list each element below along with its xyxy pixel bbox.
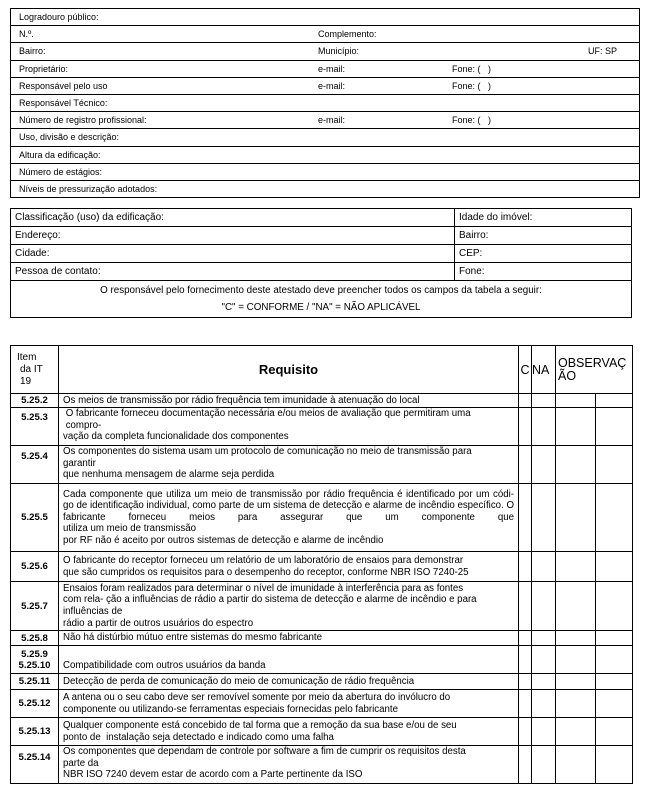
- c-checkbox[interactable]: [519, 718, 532, 746]
- c-checkbox[interactable]: [519, 690, 532, 718]
- requirement-line: que nenhuma mensagem de alarme seja perdida: [63, 469, 275, 481]
- requirement-line: rádio a partir de outros usuários do espectro: [63, 617, 254, 629]
- requirement-line: garantir: [63, 457, 96, 469]
- table-row: [11, 394, 633, 408]
- observacao-cell-2[interactable]: [596, 718, 633, 746]
- requirement-line: Detecção de perda de comunicação do meio de comunicação de rádio frequência: [63, 675, 415, 687]
- na-checkbox[interactable]: [532, 394, 556, 408]
- na-checkbox[interactable]: [532, 446, 556, 484]
- observacao-cell-2[interactable]: [596, 394, 633, 408]
- observacao-cell[interactable]: [556, 631, 596, 646]
- requirement-line: ponto de instalação seja detectado e indicado como uma falha: [63, 731, 334, 743]
- requirement-line: Os meios de transmissão por rádio frequência tem imunidade à atenuação do local: [63, 394, 420, 406]
- requirement-line: Cada componente que utiliza um meio de transmissão por rádio frequência é identificado por um códi- go de identificação individual, como parte de um sistema de detecção e alarme de incêndio específico. O fabricante forneceu meios para assegurar que um componente que: [63, 488, 514, 523]
- cep-field[interactable]: CEP:: [455, 245, 632, 263]
- header-obs-line2: ÃO: [558, 368, 577, 383]
- observacao-cell-2[interactable]: [596, 674, 633, 690]
- responsavel-uso-label: Responsável pelo uso: [19, 80, 108, 91]
- table-row: [11, 582, 633, 631]
- table-row: [11, 718, 633, 746]
- requirement-line: Qualquer componente está concebido de tal forma que a remoção da sua base e/ou de seu: [63, 719, 457, 731]
- instructions-note: [11, 281, 632, 318]
- c-checkbox[interactable]: [519, 484, 532, 552]
- requirement-text: [59, 690, 519, 718]
- c-checkbox[interactable]: [519, 552, 532, 582]
- table-row: [11, 646, 633, 674]
- table-row: [11, 484, 633, 552]
- requirement-text: [59, 631, 519, 646]
- bairro-label: Bairro:: [19, 46, 46, 57]
- logradouro-label: Logradouro público:: [19, 12, 99, 23]
- header-observacao: [556, 346, 633, 394]
- item-number: 5.25.4: [11, 446, 59, 484]
- responsavel-tecnico-field[interactable]: [11, 94, 640, 111]
- property-info-table: [10, 8, 640, 198]
- responsavel-tecnico-label: Responsável Técnico:: [19, 98, 108, 109]
- item-number: 5.25.6: [11, 552, 59, 582]
- header-na: NA: [532, 346, 556, 394]
- item-number: 5.25.14: [11, 746, 59, 784]
- requirement-text: [59, 408, 519, 446]
- header-item-line1: Item: [17, 351, 37, 363]
- item-number: 5.25.7: [11, 582, 59, 631]
- responsavel-uso-fone-label: Fone: ( ): [452, 80, 492, 91]
- item-number: 5.25.8: [11, 631, 59, 646]
- observacao-cell-2[interactable]: [596, 484, 633, 552]
- registro-row[interactable]: [11, 112, 640, 129]
- requirement-line: com rela- ção a influências de rádio a partir do sistema de detecção e alarme de incêndio e para: [63, 594, 477, 606]
- numero-label: N.º.: [19, 29, 34, 40]
- observacao-cell-2[interactable]: [596, 446, 633, 484]
- c-checkbox[interactable]: [519, 394, 532, 408]
- requirements-body: [11, 394, 633, 784]
- requirement-text: [59, 552, 519, 582]
- observacao-cell-2[interactable]: [596, 552, 633, 582]
- requirement-line: componente ou utilizando-se ferramentas especiais fornecidas pelo fabricante: [63, 703, 398, 715]
- observacao-cell[interactable]: [556, 446, 596, 484]
- requirement-line: vação da completa funcionalidade dos componentes: [63, 431, 289, 443]
- observacao-cell[interactable]: [556, 690, 596, 718]
- observacao-cell-2[interactable]: [596, 631, 633, 646]
- table-row: [11, 674, 633, 690]
- proprietario-email-label: e-mail:: [318, 63, 346, 74]
- requirement-line: influências de: [63, 606, 123, 617]
- na-checkbox[interactable]: [532, 484, 556, 552]
- uso-divisao-field[interactable]: [11, 129, 640, 146]
- requirement-text: [59, 718, 519, 746]
- observacao-cell-2[interactable]: [596, 408, 633, 446]
- cidade-field[interactable]: Cidade:: [11, 245, 455, 263]
- requirement-line: compro-: [63, 419, 102, 431]
- contato-field[interactable]: Pessoa de contato:: [11, 263, 455, 281]
- requirement-line: Os componentes do sistema usam um protocolo de comunicação no meio de transmissão para: [63, 446, 472, 457]
- requirement-line: por RF não é aceito por outros sistemas de detecção e alarme de incêndio: [63, 534, 384, 546]
- na-checkbox[interactable]: [532, 408, 556, 446]
- item-number: 5.25.3: [11, 408, 59, 446]
- responsavel-uso-email-label: e-mail:: [318, 80, 346, 91]
- table-row: [11, 746, 633, 784]
- header-item-line3: 19: [20, 375, 32, 387]
- header-obs-line1: OBSERVAÇ: [558, 355, 627, 370]
- header-item: [11, 346, 59, 394]
- item-number-b: 5.25.10: [18, 659, 51, 671]
- requirement-text: [59, 394, 519, 408]
- table-row: [11, 408, 633, 446]
- header-item-line2: da IT: [20, 363, 43, 375]
- pressurizacao-field[interactable]: [11, 180, 640, 197]
- requirement-line: O fabricante do receptor forneceu um relatório de um laboratório de ensaios para demonstrar: [63, 554, 464, 566]
- observacao-cell[interactable]: [556, 674, 596, 690]
- table-row: [11, 690, 633, 718]
- c-checkbox[interactable]: [519, 408, 532, 446]
- instructions-line-1: O responsável pelo fornecimento deste atestado deve preencher todos os campos da tabela a seguir:: [100, 285, 542, 296]
- instructions-legend: "C" = CONFORME / "NA" = NÃO APLICÁVEL: [221, 302, 421, 313]
- complemento-label: Complemento:: [318, 29, 377, 40]
- na-checkbox[interactable]: [532, 582, 556, 631]
- item-number: 5.25.5: [11, 484, 59, 552]
- uso-divisao-label: Uso, divisão e descrição:: [19, 132, 120, 143]
- requirements-table: [10, 345, 633, 784]
- requirement-line: Não há distúrbio mútuo entre sistemas do mesmo fabricante: [63, 632, 322, 644]
- na-checkbox[interactable]: [532, 631, 556, 646]
- requirement-line: A antena ou o seu cabo deve ser removível somente por meio da abertura do invólucro do: [63, 691, 451, 703]
- estagios-field[interactable]: [11, 163, 640, 180]
- observacao-cell-2[interactable]: [596, 746, 633, 784]
- c-checkbox[interactable]: [519, 582, 532, 631]
- requirement-line: Compatibilidade com outros usuários da banda: [63, 660, 266, 672]
- item-number: 5.25.13: [11, 718, 59, 746]
- observacao-cell-2[interactable]: [596, 582, 633, 631]
- item-number-a: 5.25.9: [21, 648, 48, 660]
- observacao-cell-2[interactable]: [596, 646, 633, 674]
- numero-row[interactable]: [11, 26, 640, 43]
- uf-label: UF: SP: [587, 46, 617, 57]
- na-checkbox[interactable]: [532, 674, 556, 690]
- logradouro-field[interactable]: [11, 9, 640, 26]
- observacao-cell-2[interactable]: [596, 690, 633, 718]
- c-checkbox[interactable]: [519, 631, 532, 646]
- proprietario-fone-label: Fone: ( ): [452, 63, 492, 74]
- requirement-line: que são cumpridos os requisitos para o desempenho do receptor, conforme NBR ISO 7240-25: [63, 566, 469, 578]
- registro-email-label: e-mail:: [318, 115, 346, 126]
- header-c: C: [519, 346, 532, 394]
- pressurizacao-label: Níveis de pressurização adotados:: [19, 183, 158, 194]
- c-checkbox[interactable]: [519, 674, 532, 690]
- table-row: [11, 446, 633, 484]
- requirement-line: Os componentes que dependam de controle por software a fim de cumprir os requisitos desta: [63, 746, 466, 757]
- building-info-table: [10, 208, 632, 318]
- requirement-text: [59, 484, 519, 552]
- endereco-field[interactable]: Endereço:: [11, 227, 455, 245]
- na-checkbox[interactable]: [532, 746, 556, 784]
- na-checkbox[interactable]: [532, 718, 556, 746]
- na-checkbox[interactable]: [532, 646, 556, 674]
- table-row: [11, 552, 633, 582]
- observacao-cell[interactable]: [556, 746, 596, 784]
- altura-field[interactable]: [11, 146, 640, 163]
- requirement-text: [59, 674, 519, 690]
- idade-field[interactable]: Idade do imóvel:: [455, 209, 632, 227]
- proprietario-row[interactable]: [11, 60, 640, 77]
- registro-fone-label: Fone: ( ): [452, 115, 492, 126]
- estagios-label: Número de estágios:: [19, 166, 103, 177]
- observacao-cell[interactable]: [556, 552, 596, 582]
- responsavel-uso-row[interactable]: [11, 77, 640, 94]
- bairro-field[interactable]: Bairro:: [455, 227, 632, 245]
- item-number: 5.25.11: [11, 674, 59, 690]
- item-number: 5.25.12: [11, 690, 59, 718]
- bairro-row[interactable]: [11, 43, 640, 60]
- fone-field[interactable]: Fone:: [455, 263, 632, 281]
- registro-label: Número de registro profissional:: [19, 115, 147, 126]
- requirement-text: [59, 646, 519, 674]
- requirement-line: NBR ISO 7240 devem estar de acordo com a Parte pertinente da ISO: [63, 769, 363, 781]
- municipio-label: Município:: [318, 46, 360, 57]
- requirement-line: O fabricante forneceu documentação necessária e/ou meios de avaliação que permitiram uma: [63, 408, 471, 419]
- altura-label: Altura da edificação:: [19, 149, 101, 160]
- c-checkbox[interactable]: [519, 646, 532, 674]
- observacao-cell[interactable]: [556, 646, 596, 674]
- header-requisito: Requisito: [59, 346, 519, 394]
- na-checkbox[interactable]: [532, 690, 556, 718]
- observacao-cell[interactable]: [556, 582, 596, 631]
- observacao-cell[interactable]: [556, 408, 596, 446]
- proprietario-label: Proprietário:: [19, 63, 69, 74]
- c-checkbox[interactable]: [519, 446, 532, 484]
- observacao-cell[interactable]: [556, 394, 596, 408]
- requirement-line: parte da: [63, 757, 99, 769]
- na-checkbox[interactable]: [532, 552, 556, 582]
- table-row: [11, 631, 633, 646]
- requirement-text: [59, 582, 519, 631]
- item-number: 5.25.2: [11, 394, 59, 408]
- observacao-cell[interactable]: [556, 718, 596, 746]
- requirement-text: [59, 446, 519, 484]
- observacao-cell[interactable]: [556, 484, 596, 552]
- classificacao-field[interactable]: Classificação (uso) da edificação:: [11, 209, 455, 227]
- item-number: [11, 646, 59, 674]
- requirement-line: utiliza um meio de transmissão: [63, 523, 196, 535]
- requirement-text: [59, 746, 519, 784]
- requirement-line: Ensaios foram realizados para determinar o nível de imunidade à interferência para as fontes: [63, 582, 464, 594]
- c-checkbox[interactable]: [519, 746, 532, 784]
